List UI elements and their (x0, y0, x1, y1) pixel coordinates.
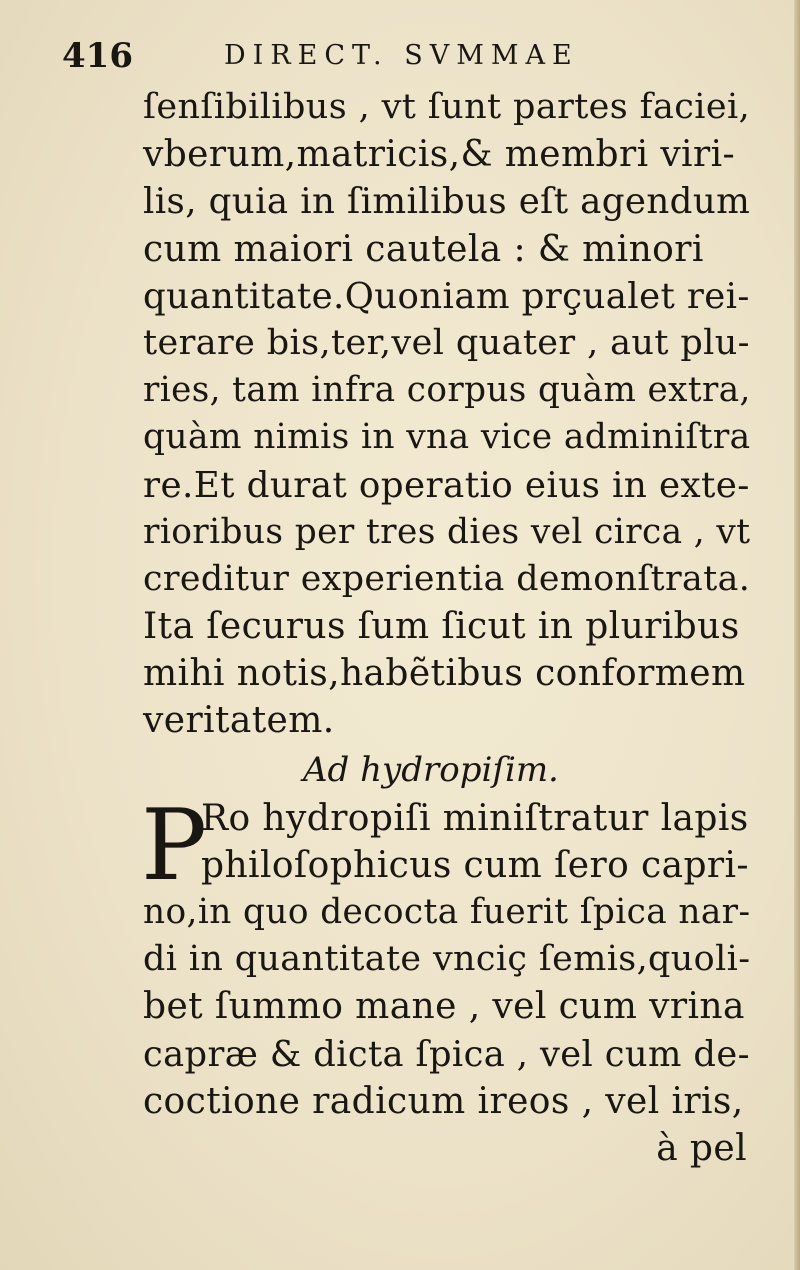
text-line: rioribus per tres dies vel circa , vt (143, 511, 751, 552)
text-line: Ro hydropiſi miniſtratur lapis (201, 797, 749, 839)
text-line: terare bis,ter,vel quater , aut plu- (143, 322, 750, 363)
text-line: creditur experientia demonſtrata. (143, 558, 751, 599)
text-line: di in quantitate vnciç ſemis,quoli- (143, 939, 751, 980)
text-line: mihi notis,habẽtibus conformem (143, 653, 746, 695)
page-edge (794, 0, 800, 1270)
paragraph-1 (143, 84, 753, 745)
text-line: quàm nimis in vna vice adminiſtra (143, 417, 751, 458)
text-line: cum maiori cautela : & minori (143, 228, 704, 270)
catchword: à pel (656, 1127, 747, 1169)
text-line: veritatem. (143, 700, 335, 742)
text-line: bet ſummo mane , vel cum vrina (143, 986, 745, 1028)
text-line: philoſophicus cum ſero capri- (201, 844, 749, 886)
text-line: no,in quo decocta fuerit ſpica nar- (143, 892, 751, 932)
text-line: ries, tam infra corpus quàm extra, (143, 370, 751, 411)
section-heading: Ad hydropiſim. (303, 749, 559, 790)
page-number: 416 (62, 36, 133, 76)
text-line: Ita ſecurus ſum ſicut in pluribus (143, 606, 740, 648)
running-title: DIRECT. SVMMAE (224, 40, 579, 71)
running-head (62, 36, 752, 80)
drop-capital: P (141, 788, 207, 903)
text-block (143, 84, 753, 1172)
text-line: coctione radicum ireos , vel iris, (143, 1080, 744, 1122)
text-line: re.Et durat operatio eius in exte- (143, 464, 750, 506)
paragraph-2 (141, 788, 753, 1125)
text-line: vberum,matricis,& membri viri- (143, 134, 736, 176)
text-line: ſenſibilibus , vt ſunt partes faciei, (143, 87, 751, 127)
text-line: capræ & dicta ſpica , vel cum de- (143, 1033, 750, 1075)
text-line: lis, quia in ſimilibus eſt agendum (143, 181, 751, 223)
text-line: quantitate.Quoniam prçualet rei- (143, 275, 750, 317)
